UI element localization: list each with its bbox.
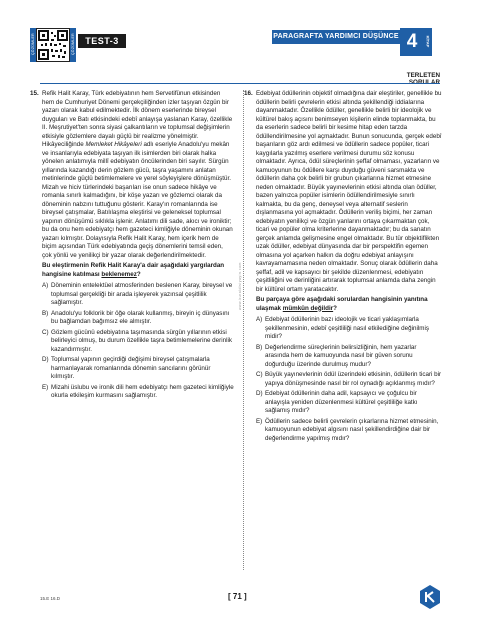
question-stem: Bu parçaya göre aşağıdaki sorulardan hangisinin yanıtına ulaşmak mümkün değildir? xyxy=(256,296,428,312)
option-e[interactable]: E) Ödüllerin sadece belirli çevrelerin çıkarlarına hizmet etmesinin, kamuoyunun edebiyat algısını nasıl şekillendirdiğine dair bir değerlendirme yapılmış mıdır? xyxy=(256,417,439,442)
qr-side-label-left: ÇÖZÜMLER xyxy=(30,28,36,62)
question-number: 16. xyxy=(244,90,253,97)
header-rule xyxy=(40,83,440,84)
question-passage: Edebiyat ödüllerinin objektif olmadığına dair eleştiriler, genellikle bu ödüllerin belirli çevrelerin etkisi altında şekillendiği iddialarına dayanmaktadır. Özellikle ödüller, genellikle belirli bir ideolojik ve kültürel bakış açısını benimseyen kişilerin elinde toplanmakta, bu da eserlerin sadece belirli bir kesime hitap eden tarzda ödüllendirilmesine yol açmaktadır. Bunun sonucunda, gerçek edebî başarıların göz ardı edilmesi ve ödüllerin sadece popüler, ticari kaygılarla yazılmış eserlere verilmesi durumu söz konusu olmaktadır. Ayrıca, ödül süreçlerinin şeffaf olmaması, yazarların ve kamuoyunun bu ödüllere karşı duyduğu güveni sarsmakta ve ödüllerin daha çok belirli bir grubun çıkarlarına hizmet etmesine neden olmaktadır. Büyük yayınevlerinin etkisi altında olan ödüller, bazen yalnızca popüler isimlerin ödüllendirilmesiyle sınırlı kalmakta, bu da genç, deneysel veya alternatif seslerin dışlanmasına yol açmaktadır. Ödüllerin veriliş biçimi, her zaman edebiyatın yenilikçi ve özgün yanlarını ortaya çıkarmaktan çok, ticari ve popüler olma kriterlerine dayanmaktadır; bu da sanatın gerçek anlamda gelişmesine engel olmaktadır. Bu tür objektiflikten uzak ödüller, edebiyat dünyasında dar bir perspektifin egemen olmasına yol açarken halkın da doğru edebiyat anlayışını kavrayamamasına neden olmaktadır. Sonuç olarak ödüllerin daha şeffaf, adil ve kapsayıcı bir şekilde düzenlenmesi, edebiyatın çeşitliliğini ve derinliğini artırarak toplumsal anlamda daha zengin bir kültürel ortam yaratacaktır. xyxy=(256,90,442,293)
qr-code-icon[interactable] xyxy=(36,28,70,62)
answer-key: 15.E 16.D xyxy=(40,596,61,601)
page-number: [ 71 ] xyxy=(228,592,247,601)
book-label: KİTAP xyxy=(424,28,432,56)
column-divider xyxy=(243,90,244,570)
question-16 xyxy=(244,90,442,445)
question-stem: Bu eleştirmenin Refik Halit Karay'a dair aşağıdaki yargılardan hangisine katılması beklenemez? xyxy=(42,262,225,278)
watermark: www.kuraldisiyayin.com xyxy=(238,262,242,310)
qr-side-label-right: ÇÖZÜMLER xyxy=(70,28,76,62)
section-title: TERLETEN xyxy=(406,72,440,79)
option-c[interactable]: C) Büyük yayınevlerinin ödül üzerindeki etkisinin, ödüllerin ticari bir yapıya dönüşmesinde nasıl bir rol oynadığı açıklanmış mıdır? xyxy=(256,371,442,387)
question-passage: Refik Halit Karay, Türk edebiyatının hem Servetifünun etkisinden hem de Cumhuriyet Dönemi gerçekçiliğinden izler taşıyan özgün bir yazarı olarak kabul edilmektedir. İlk dönem eserlerinde bireysel duyguları ve Batı etkisindeki edebî anlayışa yaslanan Karay, özellikle II. Meşrutiyet'ten sonra siyasi çalkantıların ve toplumsal değişimlerin etkisiyle gözlemlere dayalı güçlü bir realizme yönelmiştir. Hikâyeciliğinde Memleket Hikâyeleri adlı eseriyle Anadolu'yu mekân ve insanlarıyla edebiyata taşıyan ilk isimlerden biri olarak halka yönelen anlatımıyla millî edebiyatın öncülerinden biri sayılır. Sürgün yıllarında kazandığı derin gözlem gücü, taşra yaşamını anlatan metinlerinde güçlü betimlemelere ve yerel söyleyişlere dönüşmüştür. Mizah ve hiciv türlerindeki başarıları ise onun sadece hikâye ve romanla sınırlı kalmadığını, bir köşe yazarı ve gözlemci olarak da döneminin nabzını tuttuğunu gösterir. Karay'ın romanlarında ise bireysel çatışmalar, Batılılaşma eleştirisi ve geleneksel toplumsal yapının dönüşümü sıklıkla işlenir. Anlatımı dili sade, akıcı ve ironiktir; bu da onu hem edebiyatçı hem gazeteci kimliğiyle döneminin okunan yazarı kılmıştır. Dolayısıyla Refik Halit Karay, hem içerik hem de biçim açısından Türk edebiyatında geçiş dönemlerini temsil eden, çok yönlü ve yenilikçi bir yazar olarak değerlendirilmektedir. xyxy=(42,90,233,259)
option-b[interactable]: B) Anadolu'yu folklorik bir öğe olarak kullanmış, bireyin iç dünyasını bu bağlamdan bağımsız ele almıştır. xyxy=(42,309,230,325)
option-d[interactable]: D) Toplumsal yapının geçirdiği değişimi bireysel çatışmalarla harmanlayarak romanlarında dönemin sancılarını görünür kılmıştır. xyxy=(42,356,211,380)
option-a[interactable]: A) Edebiyat ödüllerinin bazı ideolojik ve ticari yaklaşımlarla şekillenmesinin, edebî çeşitliliği nasıl etkilediğine değinilmiş midir? xyxy=(256,316,429,340)
question-15 xyxy=(30,90,234,403)
option-e[interactable]: E) Mizahi üslubu ve ironik dili hem edebiyatçı hem gazeteci kimliğiyle okurla etkileşim kurmasını sağlamıştır. xyxy=(42,383,234,399)
option-d[interactable]: D) Edebiyat ödüllerinin daha adil, kapsayıcı ve çoğulcu bir anlayışla yeniden düzenlenmesi kültürel çeşitliliğe katkı sağlamış mıdır? xyxy=(256,390,418,414)
question-number: 15. xyxy=(30,90,39,97)
page-title: PARAGRAFTA YARDIMCI DÜŞÜNCE xyxy=(272,30,400,44)
option-c[interactable]: C) Gözlem gücünü edebiyatına taşımasında sürgün yıllarının etkisi belirleyici olmuş, bu durum özellikle taşra betimlemelerine derinlik kazandırmıştır. xyxy=(42,328,232,353)
option-a[interactable]: A) Döneminin entelektüel atmosferinden beslenen Karay, bireysel ve toplumsal gerçekliği bir arada işleyerek yazınsal çeşitlilik sağlamıştır. xyxy=(42,282,233,306)
book-number: 4 xyxy=(400,28,424,56)
test-label: TEST-3 xyxy=(78,34,126,48)
option-b[interactable]: B) Değerlendirme süreçlerinin belirsizliğinin, hem yazarlar arasında hem de kamuoyunda nasıl bir güven sorunu doğurduğu üzerinde durulmuş mudur? xyxy=(256,343,417,368)
publisher-logo-icon xyxy=(418,584,442,610)
book-title: Memleket Hikâyeleri xyxy=(85,141,142,148)
